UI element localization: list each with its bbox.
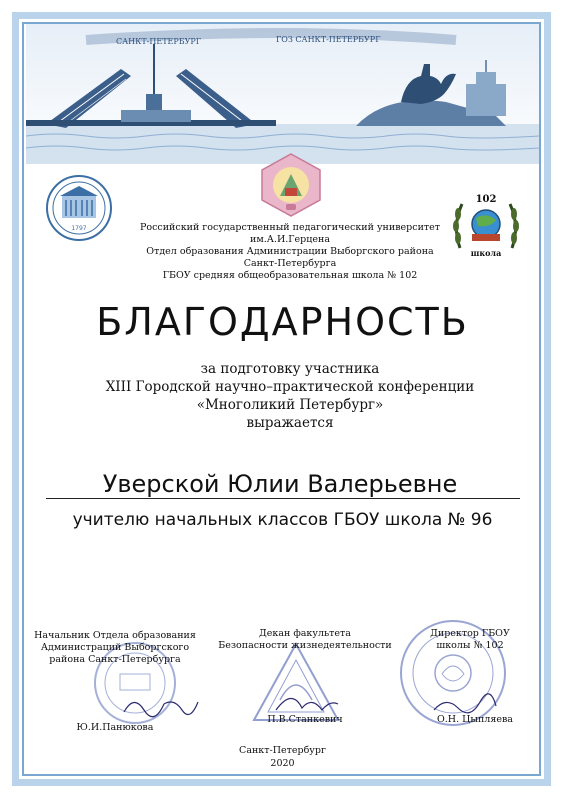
signature-title-line: Директор ГБОУ xyxy=(430,628,510,639)
organization-line: Отдел образования Администрации Выборгского района xyxy=(146,246,434,257)
signatory-name-director: О.Н. Цыпляева xyxy=(437,714,513,725)
name-underline xyxy=(46,498,520,499)
signature-scribble-education xyxy=(120,690,200,720)
organization-line: им.А.И.Герцена xyxy=(250,234,330,245)
signature-scribble-faculty xyxy=(272,686,342,716)
organizations-block xyxy=(130,222,450,282)
signature-title-line: района Санкт-Петербурга xyxy=(49,654,181,665)
footer-year: 2020 xyxy=(270,758,295,769)
signature-title-faculty xyxy=(215,628,395,652)
organization-line: Российский государственный педагогический университет xyxy=(139,222,441,233)
signature-title-director xyxy=(415,628,525,652)
reason-block xyxy=(80,360,500,432)
signature-title-line: школы № 102 xyxy=(436,640,504,651)
signature-title-education xyxy=(30,630,200,666)
recipient-position: учителю начальных классов ГБОУ школа № 96 xyxy=(72,510,493,530)
footer-city: Санкт-Петербург xyxy=(239,745,326,756)
reason-line: выражается xyxy=(246,415,334,431)
organization-line: ГБОУ средняя общеобразовательная школа № 102 xyxy=(162,270,418,281)
school-102-logo-icon xyxy=(448,190,524,260)
footer-block xyxy=(180,744,385,770)
reason-line: XIII Городской научно–практической конференции xyxy=(105,379,475,395)
reason-line: за подготовку участника xyxy=(200,361,380,377)
herzen-year: 1797 xyxy=(71,225,87,232)
banner-caption-right: ГОЗ САНКТ-ПЕТЕРБУРГ xyxy=(276,35,381,44)
signature-title-line: Администраций Выборгского xyxy=(40,642,190,653)
conference-logo-icon xyxy=(258,152,324,218)
signatory-name-faculty: П.В.Станкевич xyxy=(267,714,343,725)
organization-line: Санкт-Петербурга xyxy=(243,258,337,269)
signature-title-line: Безопасности жизнедеятельности xyxy=(218,640,392,651)
city-banner-illustration xyxy=(26,24,539,164)
school-logo-number: 102 xyxy=(475,194,497,205)
signature-scribble-director xyxy=(430,690,500,716)
reason-line: «Многоликий Петербург» xyxy=(196,397,384,413)
signature-title-line: Начальник Отдела образования xyxy=(34,630,196,641)
signatory-name-education: Ю.И.Панюкова xyxy=(76,722,154,733)
herzen-university-logo-icon xyxy=(40,174,118,242)
recipient-name: Уверской Юлии Валерьевне xyxy=(102,470,458,498)
school-logo-word: школа xyxy=(470,248,502,258)
signature-title-line: Декан факультета xyxy=(259,628,351,639)
banner-caption-left: САНКТ-ПЕТЕРБУРГ xyxy=(116,37,202,46)
certificate-title: БЛАГОДАРНОСТЬ xyxy=(96,300,469,344)
